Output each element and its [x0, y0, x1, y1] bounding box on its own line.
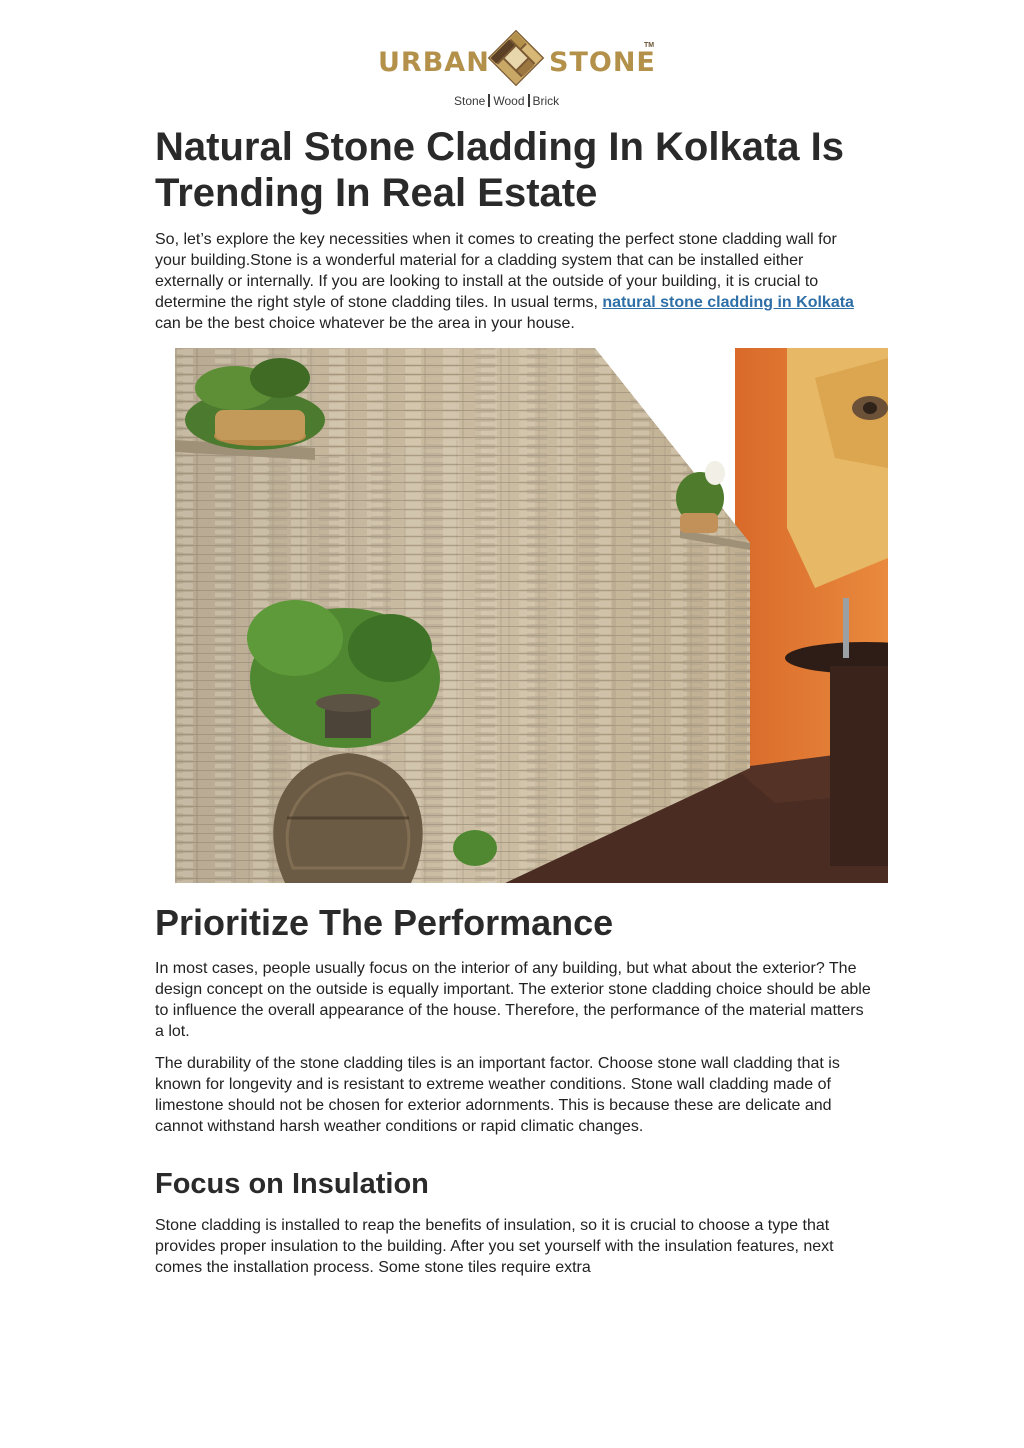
paragraph: In most cases, people usually focus on the interior of any building, but what about the exterior? The design concept on the outside is equally important. The exterior stone cladding choice should be able to influence the overall appearance of the house. Therefore, the performance of the material matters a lot.	[155, 960, 871, 1040]
tagline-separator	[488, 94, 490, 107]
section-heading-insulation: Focus on Insulation	[155, 1168, 429, 1200]
tagline-brick: Brick	[532, 94, 560, 108]
stone-mosaic-logo-icon	[486, 28, 546, 88]
tagline-stone: Stone	[454, 94, 486, 108]
natural-stone-cladding-link[interactable]: natural stone cladding in Kolkata	[602, 294, 854, 311]
logo-tagline	[454, 94, 559, 108]
stone-cladding-wall-photo	[175, 348, 888, 883]
page-title: Natural Stone Cladding In Kolkata Is Trending In Real Estate	[155, 125, 844, 215]
paragraph: Stone cladding is installed to reap the benefits of insulation, so it is crucial to choose a type that provides proper insulation to the building. After you set yourself with the insulation features, next comes the installation process. Some stone tiles require extra	[155, 1217, 834, 1276]
intro-text-after-link: can be the best choice whatever be the area in your house.	[155, 315, 575, 332]
article-body	[155, 124, 871, 1278]
intro-text-before-link: So, let’s explore the key necessities when it comes to creating the perfect stone cladding wall for your building.Stone is a wonderful material for a cladding system that can be installed either externally or internally. If you are looking to install at the outside of your building, it is crucial to determine the right style of stone cladding tiles. In usual terms,	[155, 231, 837, 311]
paragraph: The durability of the stone cladding tiles is an important factor. Choose stone wall cladding that is known for longevity and is resistant to extreme weather conditions. Stone wall cladding made of limestone should not be chosen for exterior adornments. This is because these are delicate and cannot withstand harsh weather conditions or rapid climatic changes.	[155, 1055, 840, 1135]
section-heading-performance: Prioritize The Performance	[155, 902, 614, 943]
logo-word-urban: URBAN	[378, 47, 490, 78]
trademark-mark: TM	[644, 42, 655, 49]
logo-word-stone: STONE	[549, 47, 656, 78]
intro-paragraph	[155, 229, 871, 334]
brand-logo	[378, 28, 658, 112]
tagline-separator	[528, 94, 530, 107]
tagline-wood: Wood	[493, 94, 525, 108]
